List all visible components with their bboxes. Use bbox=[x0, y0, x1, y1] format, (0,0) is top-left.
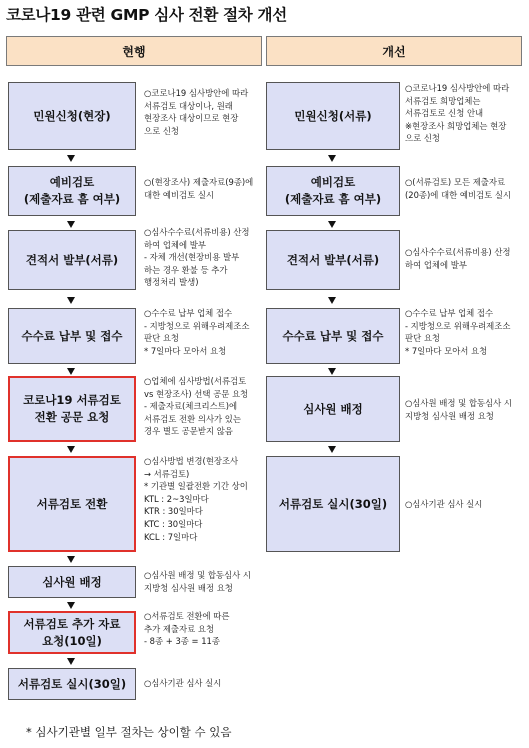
current-step-additional-docs-request: 서류검토 추가 자료 요청(10일) bbox=[8, 611, 136, 654]
improved-step-auditor-assignment: 심사원 배정 bbox=[266, 376, 400, 442]
current-step-fee-payment: 수수료 납부 및 접수 bbox=[8, 308, 136, 364]
flow-arrow bbox=[67, 221, 75, 228]
current-note-preliminary-review: ○(현장조사) 제출자료(9종)에 대한 예비검토 실시 bbox=[144, 177, 254, 200]
flow-arrow bbox=[328, 297, 336, 304]
flow-arrow bbox=[328, 221, 336, 228]
improved-note-preliminary-review: ○(서류검토) 모든 제출자료 (20종)에 대한 예비검토 실시 bbox=[405, 177, 512, 200]
header-improved: 개선 bbox=[266, 36, 522, 66]
current-note-doc-review-execution: ○심사기관 심사 실시 bbox=[144, 678, 222, 688]
improved-note-quote-issue: ○심사수수료(서류비용) 산정 하여 업체에 발부 bbox=[405, 247, 511, 270]
improved-note-fee-payment: ○수수료 납부 업체 접수 - 지방청으로 위해우려제조소 판단 요청 * 7일마다 모아서 요청 bbox=[405, 308, 511, 356]
flow-arrow bbox=[67, 602, 75, 609]
flow-arrow bbox=[67, 155, 75, 162]
step-label: 민원신청(현장) bbox=[33, 108, 111, 123]
improved-note-civil-application: ○코로나19 심사방안에 따라 서류검토 희망업체는 서류검토로 신청 안내 ※현장조사 희망업체는 현장 으로 신청 bbox=[405, 83, 510, 144]
flow-arrow bbox=[67, 297, 75, 304]
current-step-doc-review-conversion: 서류검토 전환 bbox=[8, 456, 136, 552]
current-step-preliminary-review: 예비검토 (제출자료 흠 여부) bbox=[8, 166, 136, 216]
current-step-doc-review-execution: 서류검토 실시(30일) bbox=[8, 668, 136, 700]
flow-arrow bbox=[328, 446, 336, 453]
improved-note-auditor-assignment: ○심사원 배정 및 합동심사 시 지방청 심사원 배정 요청 bbox=[405, 398, 512, 421]
header-current: 현행 bbox=[6, 36, 262, 66]
page-title: 코로나19 관련 GMP 심사 전환 절차 개선 bbox=[6, 6, 287, 24]
current-note-additional-docs-request: ○서류검토 전환에 따른 추가 제출자료 요청 - 8종 + 3종 = 11종 bbox=[144, 611, 230, 647]
current-step-auditor-assignment: 심사원 배정 bbox=[8, 566, 136, 598]
improved-step-doc-review-execution: 서류검토 실시(30일) bbox=[266, 456, 400, 552]
current-note-quote-issue: ○심사수수료(서류비용) 산정 하여 업체에 발부 - 자체 개선(현장비용 발부 하는 경우 환불 등 추가 행정처리 발생) bbox=[144, 227, 250, 288]
improved-step-fee-payment: 수수료 납부 및 접수 bbox=[266, 308, 400, 364]
current-step-quote-issue: 견적서 발부(서류) bbox=[8, 230, 136, 290]
current-step-civil-application bbox=[8, 82, 136, 150]
flow-arrow bbox=[67, 446, 75, 453]
flow-arrow bbox=[67, 556, 75, 563]
flow-arrow bbox=[67, 368, 75, 375]
improved-note-doc-review-execution: ○심사기관 심사 실시 bbox=[405, 499, 483, 509]
flow-arrow bbox=[328, 368, 336, 375]
current-note-covid-doc-review-request: ○업체에 심사방법(서류검토 vs 현장조사) 선택 공문 요청 - 제출자료(체크리스트)에 서류검토 전환 의사가 있는 경우 별도 공문받지 않음 bbox=[144, 376, 249, 437]
improved-step-preliminary-review: 예비검토 (제출자료 흠 여부) bbox=[266, 166, 400, 216]
improved-step-quote-issue: 견적서 발부(서류) bbox=[266, 230, 400, 290]
current-note-civil-application: ○코로나19 심사방안에 따라 서류검토 대상이나, 원래 현장조사 대상이므로 현장 으로 신청 bbox=[144, 88, 249, 136]
current-step-covid-doc-review-request: 코로나19 서류검토 전환 공문 요청 bbox=[8, 376, 136, 442]
current-note-fee-payment: ○수수료 납부 업체 접수 - 지방청으로 위해우려제조소 판단 요청 * 7일마다 모아서 요청 bbox=[144, 308, 250, 356]
footnote: * 심사기관별 일부 절차는 상이할 수 있음 bbox=[26, 725, 232, 739]
flow-arrow bbox=[328, 155, 336, 162]
current-note-auditor-assignment: ○심사원 배정 및 합동심사 시 지방청 심사원 배정 요청 bbox=[144, 570, 251, 593]
improved-step-civil-application: 민원신청(서류) bbox=[266, 82, 400, 150]
flow-arrow bbox=[67, 658, 75, 665]
current-note-doc-review-conversion: ○심사방법 변경(현장조사 → 서류검토) * 기관별 일괄전환 기간 상이 KTL : 2~3일마다 KTR : 30일마다 KTC : 30일마다 KCL : 7일마다 bbox=[144, 456, 248, 542]
